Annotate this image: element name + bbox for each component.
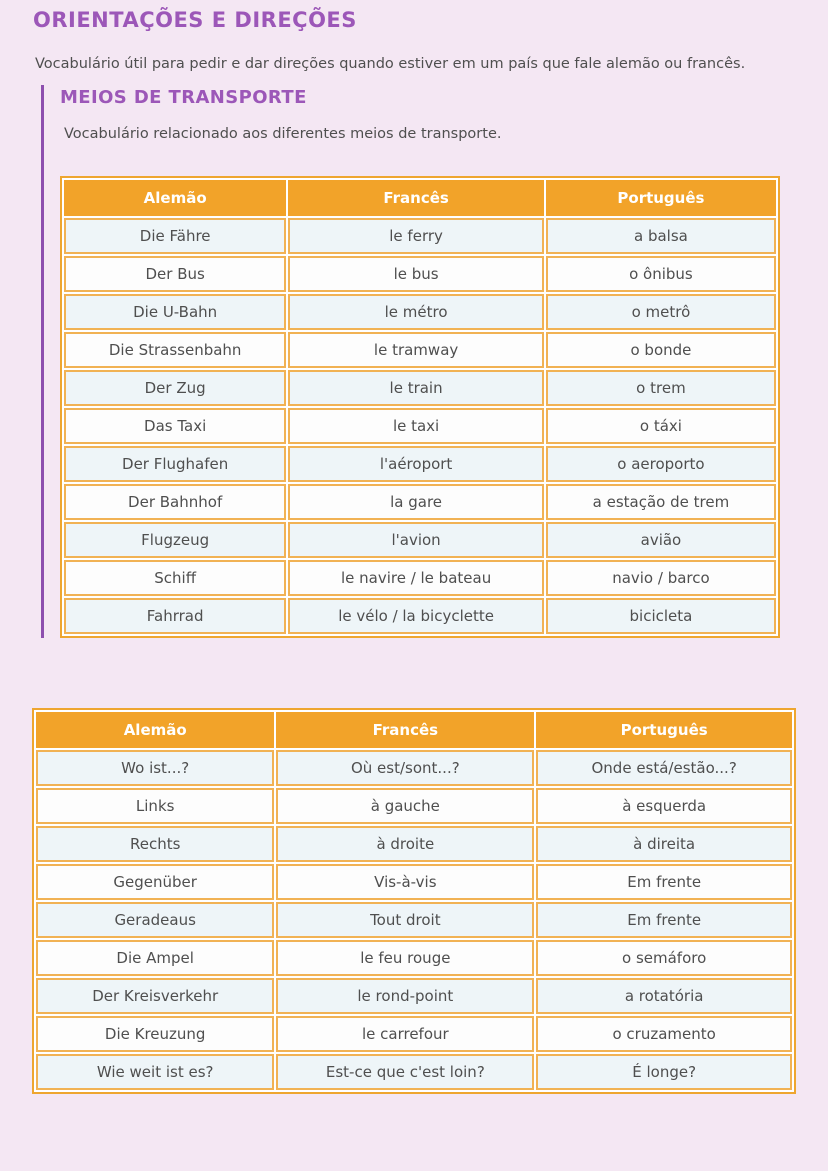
table-cell: le train (288, 370, 544, 406)
table-cell: le carrefour (276, 1016, 534, 1052)
table-cell: le vélo / la bicyclette (288, 598, 544, 634)
table-row (64, 218, 776, 254)
table-cell: Der Kreisverkehr (36, 978, 274, 1014)
table-cell: Fahrrad (64, 598, 286, 634)
table-cell: à direita (536, 826, 792, 862)
table-cell: navio / barco (546, 560, 776, 596)
column-header: Francês (288, 180, 544, 216)
table-cell: Der Zug (64, 370, 286, 406)
table-cell: la gare (288, 484, 544, 520)
table-cell: Gegenüber (36, 864, 274, 900)
table-cell: Die Kreuzung (36, 1016, 274, 1052)
table-cell: Der Flughafen (64, 446, 286, 482)
table-cell: à gauche (276, 788, 534, 824)
page-subtitle: Vocabulário útil para pedir e dar direções quando estiver em um país que fale alemão ou francês. (35, 56, 746, 72)
table-cell: avião (546, 522, 776, 558)
table-cell: o semáforo (536, 940, 792, 976)
table-cell: l'aéroport (288, 446, 544, 482)
table-cell: l'avion (288, 522, 544, 558)
table-cell: o cruzamento (536, 1016, 792, 1052)
table-cell: Flugzeug (64, 522, 286, 558)
table-cell: Où est/sont...? (276, 750, 534, 786)
table-row (64, 446, 776, 482)
transport-vocabulary-table (60, 176, 780, 638)
table-row (64, 598, 776, 634)
table-cell: à esquerda (536, 788, 792, 824)
table-header-row (36, 712, 792, 748)
table-cell: É longe? (536, 1054, 792, 1090)
table-row (36, 788, 792, 824)
table-cell: le ferry (288, 218, 544, 254)
table-row (36, 750, 792, 786)
table-cell: a rotatória (536, 978, 792, 1014)
table-row (36, 940, 792, 976)
table-cell: bicicleta (546, 598, 776, 634)
column-header: Português (546, 180, 776, 216)
column-header: Português (536, 712, 792, 748)
table-cell: Die U-Bahn (64, 294, 286, 330)
table-cell: le navire / le bateau (288, 560, 544, 596)
table-row (64, 256, 776, 292)
table-cell: Schiff (64, 560, 286, 596)
table-row (64, 294, 776, 330)
page-title: ORIENTAÇÕES E DIREÇÕES (33, 8, 357, 32)
table-cell: Die Ampel (36, 940, 274, 976)
table-cell: le rond-point (276, 978, 534, 1014)
directions-vocabulary-table (32, 708, 796, 1094)
table-cell: Vis-à-vis (276, 864, 534, 900)
table-cell: Onde está/estão...? (536, 750, 792, 786)
table-cell: à droite (276, 826, 534, 862)
table-row (64, 560, 776, 596)
column-header: Alemão (36, 712, 274, 748)
table-row (64, 370, 776, 406)
table-row (36, 864, 792, 900)
table-cell: o táxi (546, 408, 776, 444)
table-cell: Wo ist...? (36, 750, 274, 786)
table-cell: le métro (288, 294, 544, 330)
table-cell: Em frente (536, 864, 792, 900)
table-row (36, 1054, 792, 1090)
table-cell: Wie weit ist es? (36, 1054, 274, 1090)
table-row (36, 902, 792, 938)
section-description: Vocabulário relacionado aos diferentes meios de transporte. (64, 126, 502, 142)
table-row (64, 408, 776, 444)
table-row (64, 484, 776, 520)
table-cell: o metrô (546, 294, 776, 330)
table-header-row (64, 180, 776, 216)
table-cell: o trem (546, 370, 776, 406)
column-header: Francês (276, 712, 534, 748)
table-cell: Das Taxi (64, 408, 286, 444)
transport-section (41, 85, 783, 638)
table-cell: Links (36, 788, 274, 824)
table-row (64, 522, 776, 558)
table-cell: le taxi (288, 408, 544, 444)
table-cell: o bonde (546, 332, 776, 368)
column-header: Alemão (64, 180, 286, 216)
table-cell: a balsa (546, 218, 776, 254)
table-row (36, 1016, 792, 1052)
table-cell: le bus (288, 256, 544, 292)
table-row (64, 332, 776, 368)
table-cell: o aeroporto (546, 446, 776, 482)
table-cell: Rechts (36, 826, 274, 862)
table-cell: Tout droit (276, 902, 534, 938)
table-cell: Die Fähre (64, 218, 286, 254)
table-cell: o ônibus (546, 256, 776, 292)
table-row (36, 826, 792, 862)
table-cell: Em frente (536, 902, 792, 938)
table-cell: Geradeaus (36, 902, 274, 938)
table-cell: Die Strassenbahn (64, 332, 286, 368)
table-cell: a estação de trem (546, 484, 776, 520)
table-cell: le feu rouge (276, 940, 534, 976)
table-row (36, 978, 792, 1014)
section-heading: MEIOS DE TRANSPORTE (60, 87, 307, 108)
table-cell: Der Bahnhof (64, 484, 286, 520)
table-cell: Est-ce que c'est loin? (276, 1054, 534, 1090)
table-cell: Der Bus (64, 256, 286, 292)
table-cell: le tramway (288, 332, 544, 368)
